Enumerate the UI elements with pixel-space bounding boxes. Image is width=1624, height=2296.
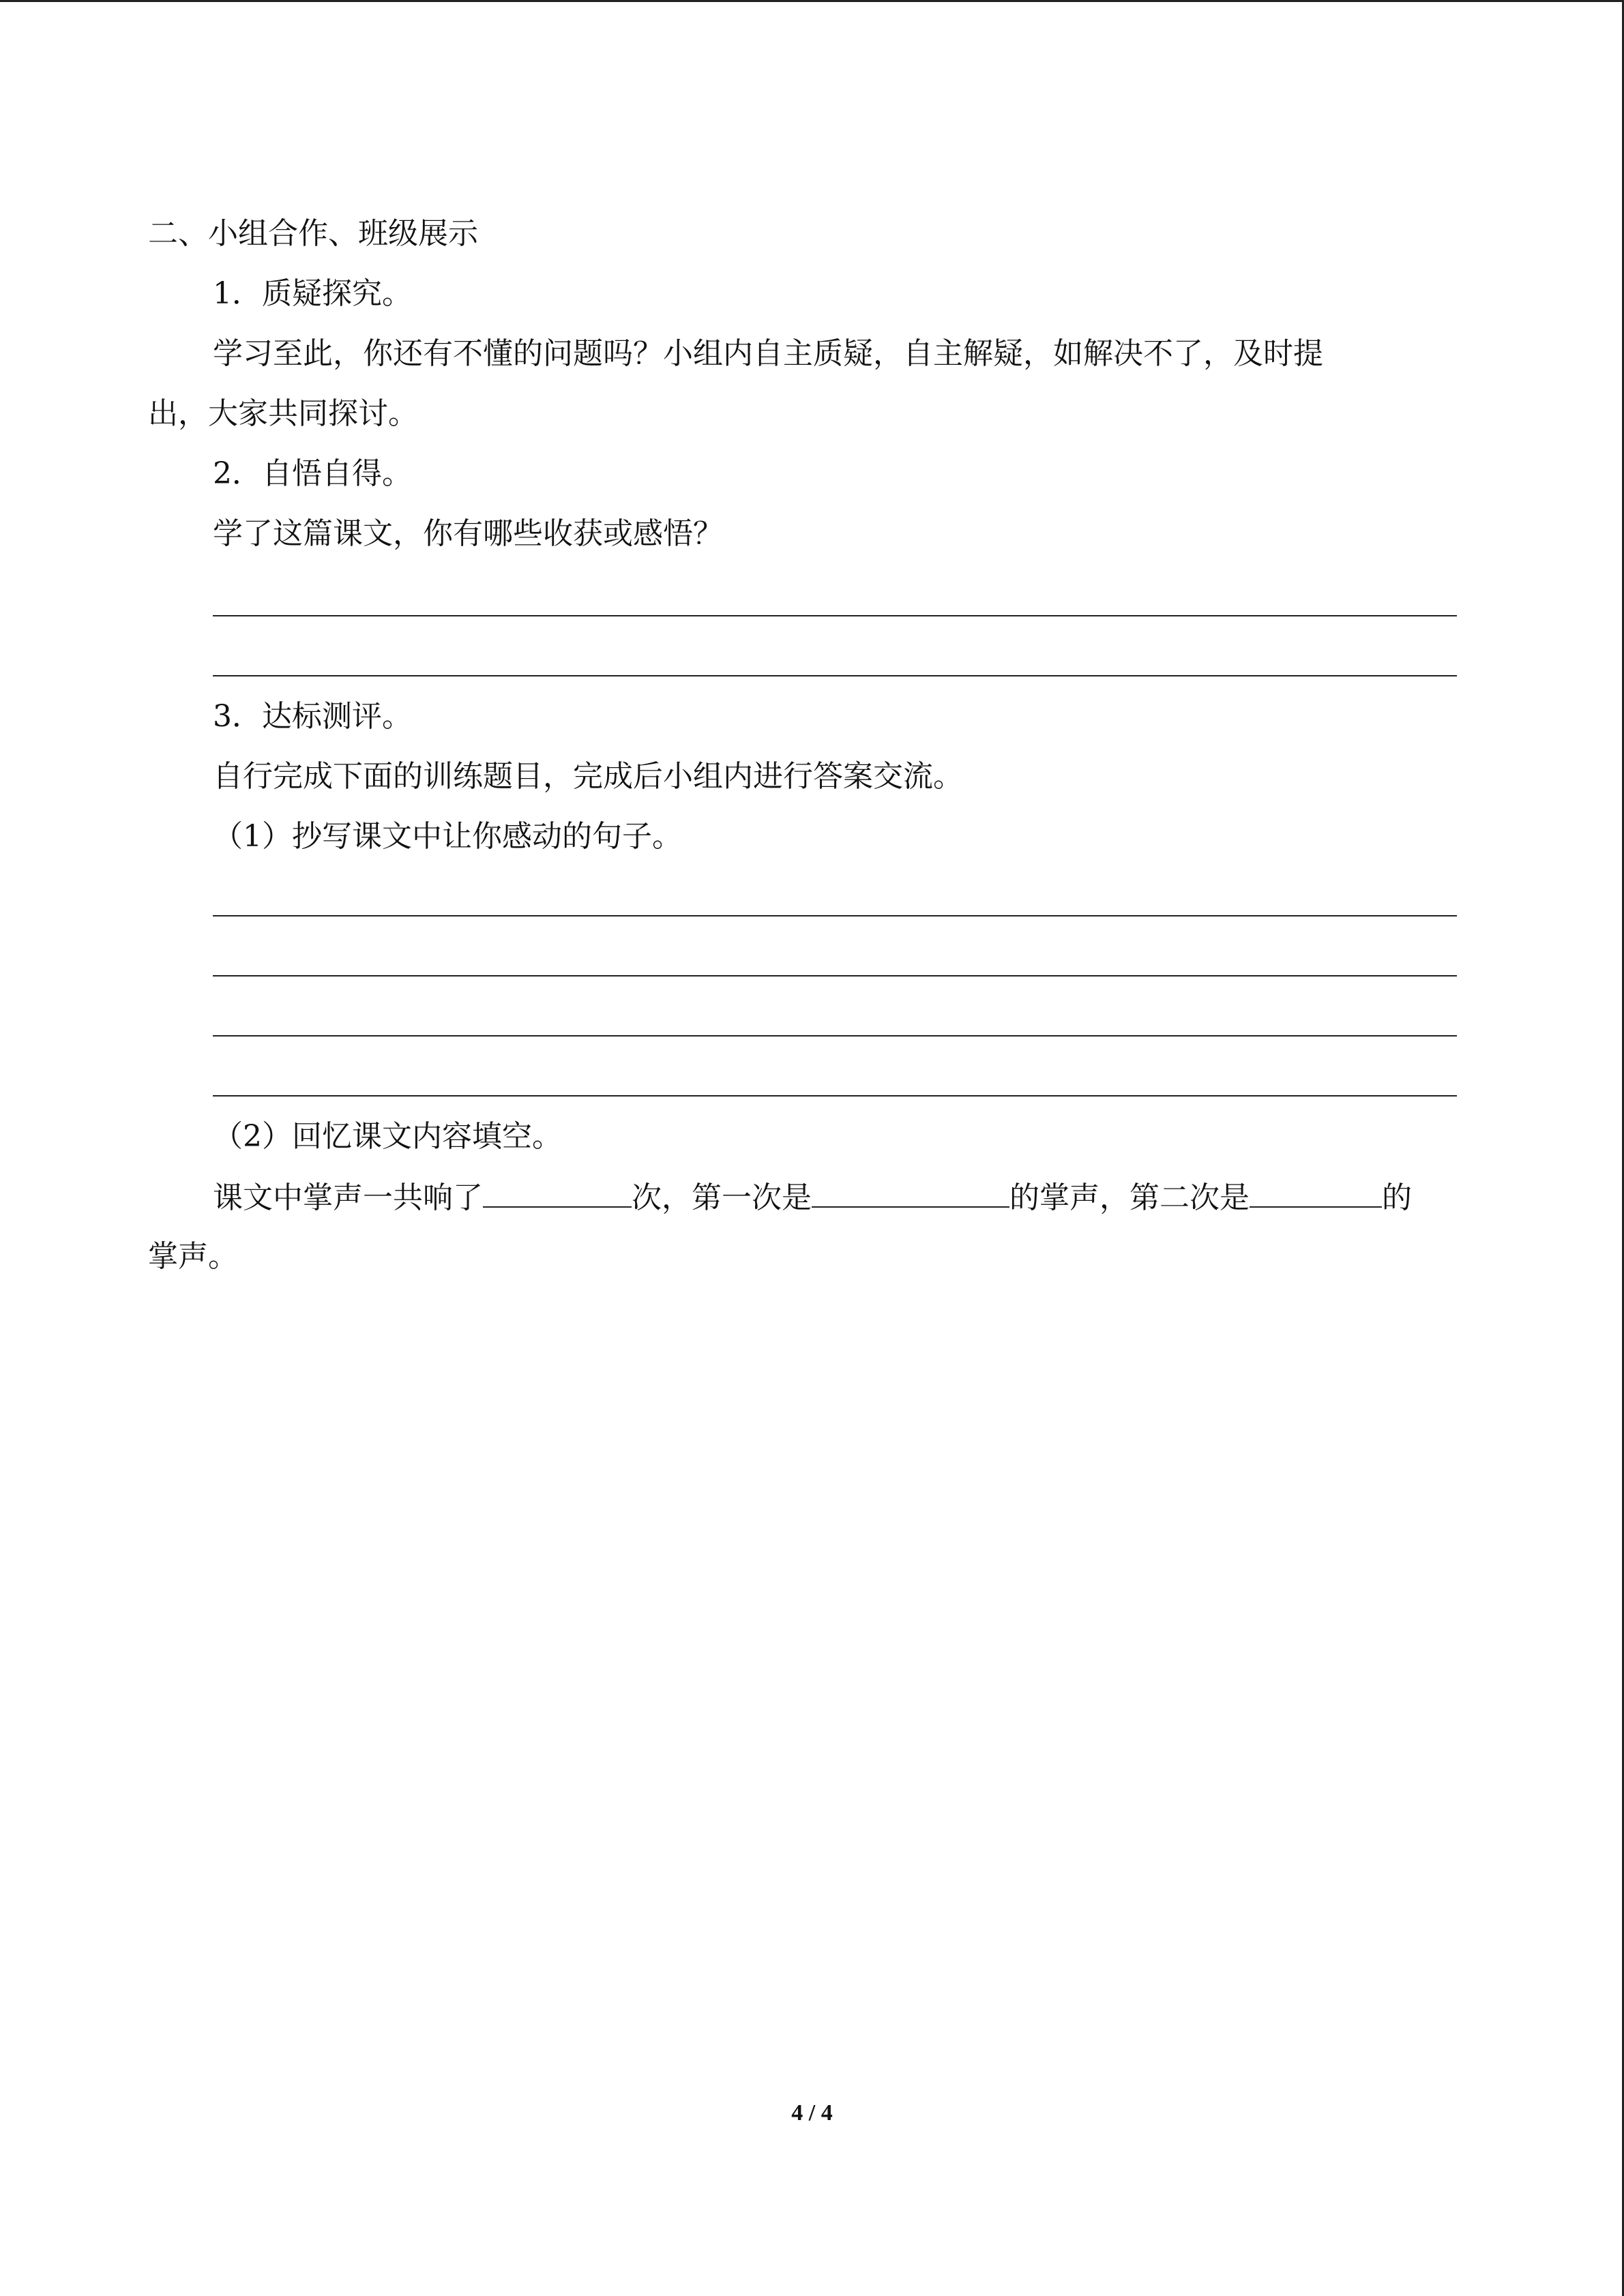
item1-body-line1: 学习至此，你还有不懂的问题吗？小组内自主质疑，自主解疑，如解决不了，及时提 [213,336,1323,371]
fill-text-part4: 的 [1382,1180,1412,1215]
item2-prompt: 学了这篇课文，你有哪些收获或感悟？ [213,516,723,551]
item3-instruction: 自行完成下面的训练题目，完成后小组内进行答案交流。 [213,759,963,794]
page-number: 4 / 4 [791,2100,833,2126]
blank-count[interactable] [483,1176,632,1208]
item3-sub2: （2）回忆课文内容填空。 [213,1119,562,1154]
answer-line [213,1095,1457,1097]
page-top-border [0,0,1624,2]
fill-text-part1: 课文中掌声一共响了 [213,1180,483,1215]
answer-line [213,615,1457,616]
item2-title: 2．自悟自得。 [213,456,412,491]
answer-line [213,675,1457,676]
fill-in-sentence [213,1176,1412,1219]
answer-line [213,1035,1457,1037]
answer-line [213,975,1457,976]
item1-body-line2: 出，大家共同探讨。 [148,396,418,431]
answer-line [213,915,1457,916]
blank-second-applause[interactable] [1250,1176,1382,1208]
section-heading: 二、小组合作、班级展示 [148,216,478,251]
item3-title: 3．达标测评。 [213,699,412,734]
blank-first-applause[interactable] [812,1176,1009,1208]
fill-text-part2: 次，第一次是 [632,1180,812,1215]
item1-title: 1．质疑探究。 [213,276,412,311]
item3-sub1: （1）抄写课文中让你感动的句子。 [213,819,682,854]
fill-text-part3: 的掌声，第二次是 [1009,1180,1250,1215]
fill-in-sentence-line2: 掌声。 [148,1239,238,1274]
